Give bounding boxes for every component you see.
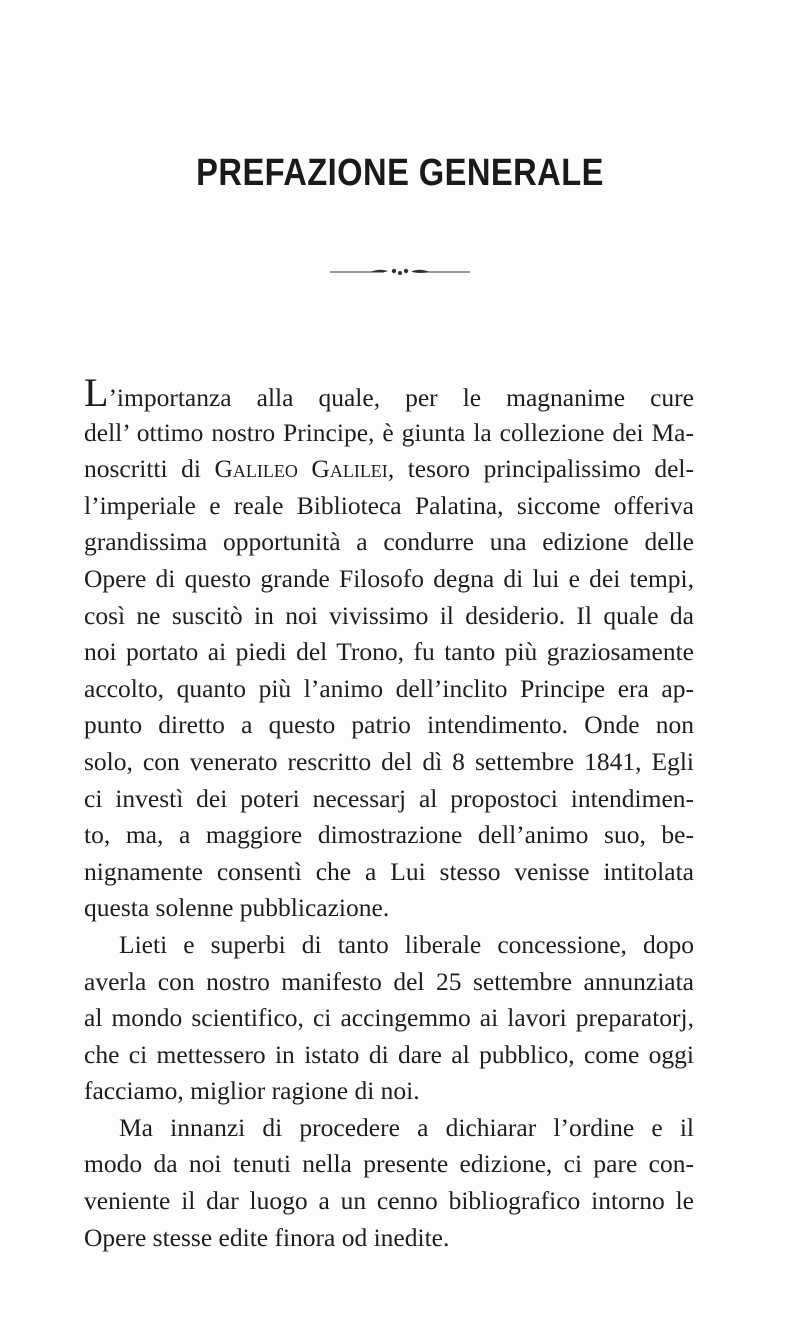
author-name: Galileo Galilei bbox=[214, 454, 388, 484]
text-line: Lieti e superbi di tanto liberale concessione, dopo bbox=[119, 929, 694, 959]
body-text bbox=[84, 370, 694, 1256]
drop-cap: L bbox=[84, 370, 109, 415]
text-line: Opere stesse edite finora od inedite. bbox=[84, 1222, 450, 1252]
text-line: al mondo scientifico, ci accingemmo ai lavori preparatorj, bbox=[84, 1003, 694, 1033]
text-line: averla con nostro manifesto del 25 settembre annunziata bbox=[84, 966, 694, 996]
printer-ornament-icon bbox=[330, 265, 470, 279]
text-line-rest: ’importanza alla quale, per le magnanime cure bbox=[108, 383, 694, 412]
text-line: facciamo, miglior ragione di noi. bbox=[84, 1076, 420, 1106]
text-line: nignamente consentì che a Lui stesso venisse intitolata bbox=[84, 856, 694, 886]
text-line: noi portato ai piedi del Trono, fu tanto più graziosamente bbox=[84, 637, 694, 667]
text-line: solo, con venerato rescritto del dì 8 settembre 1841, Egli bbox=[84, 746, 694, 776]
text-line: grandissima opportunità a condurre una edizione delle bbox=[84, 527, 694, 557]
text-line: modo da noi tenuti nella presente edizione, ci pare con- bbox=[84, 1149, 694, 1179]
text-line: ci investì dei poteri necessarj al propostoci intendimen- bbox=[84, 783, 694, 813]
text-line: questa solenne pubblicazione. bbox=[84, 893, 390, 923]
text-line: Ma innanzi di procedere a dichiarar l’ordine e il bbox=[119, 1112, 694, 1142]
text-line: che ci mettessero in istato di dare al pubblico, come oggi bbox=[84, 1039, 694, 1069]
text-line: veniente il dar luogo a un cenno bibliografico intorno le bbox=[84, 1186, 694, 1216]
text-fragment: , tesoro principalissimo del- bbox=[387, 454, 694, 484]
text-line: to, ma, a maggiore dimostrazione dell’animo suo, be- bbox=[84, 820, 694, 850]
text-line: l’imperiale e reale Biblioteca Palatina, siccome offeriva bbox=[84, 490, 694, 520]
text-line bbox=[84, 370, 694, 415]
text-line: punto diretto a questo patrio intendimento. Onde non bbox=[84, 710, 694, 740]
page-title: PREFAZIONE GENERALE bbox=[196, 152, 604, 194]
text-fragment: noscritti di bbox=[84, 454, 215, 484]
text-line: accolto, quanto più l’animo dell’inclito Principe era ap- bbox=[84, 673, 694, 703]
text-line bbox=[84, 451, 694, 488]
text-line: così ne suscitò in noi vivissimo il desiderio. Il quale da bbox=[84, 600, 694, 630]
text-line: dell’ ottimo nostro Principe, è giunta la collezione dei Ma- bbox=[84, 417, 694, 447]
text-line: Opere di questo grande Filosofo degna di lui e dei tempi, bbox=[84, 563, 694, 593]
